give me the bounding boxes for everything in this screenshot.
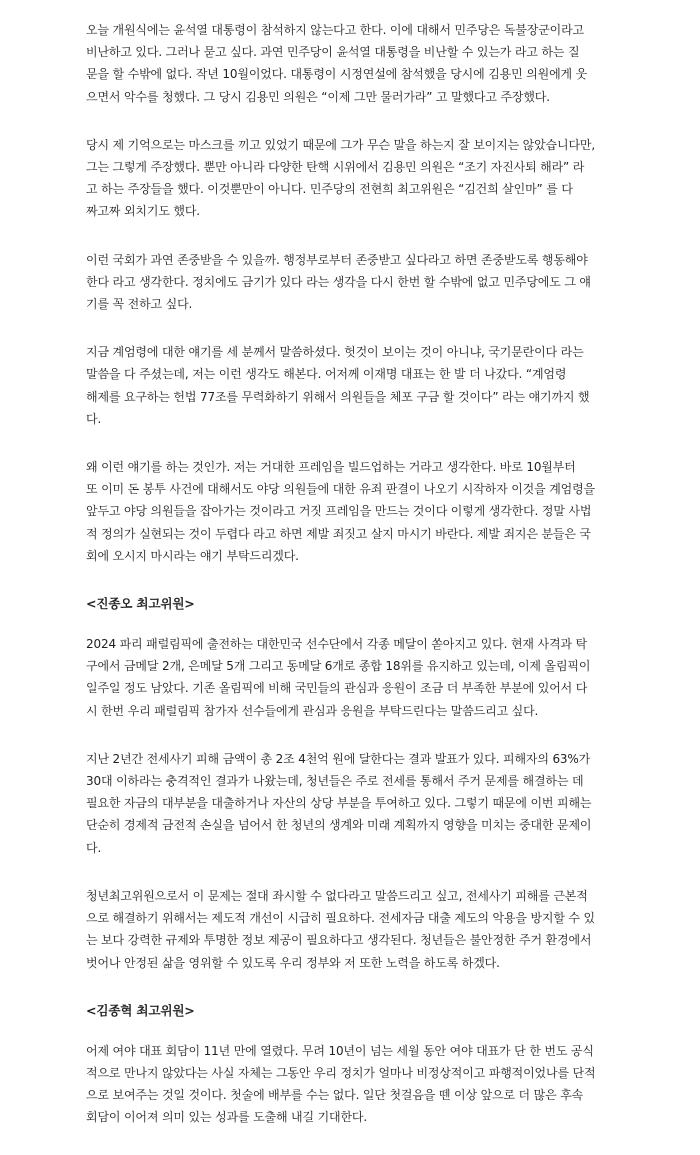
paragraph-line: 말씀을 다 주셨는데, 저는 이런 생각도 해본다. 어저께 이재명 대표는 한 발 더 나갔다. “계엄령 [86,367,567,382]
paragraph-line: 비난하고 있다. 그러나 묻고 싶다. 과연 민주당이 윤석열 대통령을 비난할 수 있는가 라고 하는 질 [86,45,580,60]
paragraph-line: 시 한번 우리 패럴림픽 참가자 선수들에게 관심과 응원을 부탁드린다는 말씀드리고 싶다. [86,703,539,718]
paragraph-line: 지난 2년간 전세사기 피해 금액이 총 2조 4천억 원에 달한다는 결과 발표가 있다. 피해자의 63%가 [86,751,591,766]
paragraph-line: 또 이미 돈 봉투 사건에 대해서도 야당 의원들에 대한 유죄 판결이 나오기 시작하자 이것을 계엄령을 [86,482,595,497]
paragraph-line: 문을 할 수밖에 없다. 작년 10월이었다. 대통령이 시정연설에 참석했을 당시에 김용민 의원에게 웃 [86,67,588,82]
paragraph-line: 단순히 경제적 금전적 손실을 넘어서 한 청년의 생계와 미래 계획까지 영향을 미치는 중대한 문제이 [86,818,592,833]
paragraph-line: 오늘 개원식에는 윤석열 대통령이 참석하지 않는다고 한다. 이에 대해서 민주당은 독불장군이라고 [86,23,584,37]
paragraph [86,456,612,567]
paragraph [86,748,612,859]
paragraph-line: 벗어나 안정된 삶을 영위할 수 있도록 우리 정부와 저 또한 노력을 하도록 하겠다. [86,955,500,970]
paragraph [86,633,612,722]
paragraph-line: 으로 보여주는 것일 것이다. 첫술에 배부를 수는 없다. 일단 첫걸음을 뗀 이상 앞으로 더 많은 후속 [86,1088,584,1103]
paragraph [86,341,612,430]
paragraph-line: 다. [86,840,102,855]
paragraph-line: 왜 이런 얘기를 하는 것인가. 저는 거대한 프레임을 빌드업하는 거라고 생각한다. 바로 10월부터 [86,460,576,475]
paragraph-line: 기를 꼭 전하고 싶다. [86,297,193,312]
paragraph-line: 고 하는 주장들을 했다. 이것뿐만이 아니다. 민주당의 전현희 최고위원은 “김건희 살인마” 를 다 [86,182,573,197]
paragraph-line: 적으로 만나지 않았다는 사실 자체는 그동안 우리 정치가 얼마나 비정상적이고 파행적이었나를 단적 [86,1065,596,1080]
paragraph-line: 다. [86,411,102,426]
paragraph-line: 30대 이하라는 충격적인 결과가 나왔는데, 청년들은 주로 전세를 통해서 주거 문제를 해결하는 데 [86,774,584,789]
section-heading: <김종혁 최고위원> [86,1002,195,1018]
paragraph-line: 당시 제 기억으로는 마스크를 끼고 있었기 때문에 그가 무슨 말을 하는지 잘 보이지는 않았습니다만, [86,137,595,152]
paragraph-line: 일주일 정도 남았다. 기존 올림픽에 비해 국민들의 관심과 응원이 조금 더 부족한 부분에 있어서 다 [86,681,588,696]
paragraph [86,249,612,316]
paragraph-line: 지금 계엄령에 대한 얘기를 세 분께서 말씀하셨다. 헛것이 보이는 것이 아니냐, 국기문란이다 라는 [86,345,584,360]
paragraph-line: 는 보다 강력한 규제와 투명한 정보 제공이 필요하다고 생각된다. 청년들은 불안정한 주거 환경에서 [86,933,592,948]
section-heading: <진종오 최고위원> [86,596,195,612]
paragraph-line: 이런 국회가 과연 존중받을 수 있을까. 행정부로부터 존중받고 싶다라고 하면 존중받도록 행동해야 [86,252,588,267]
document-body [86,19,612,1155]
paragraph-line: 2024 파리 패럴림픽에 출전하는 대한민국 선수단에서 각종 메달이 쏟아지고 있다. 현재 사격과 탁 [86,637,587,652]
paragraph-line: 청년최고위원으로서 이 문제는 절대 좌시할 수 없다라고 말씀드리고 싶고, 전세사기 피해를 근본적 [86,888,588,903]
paragraph-line: 회에 오시지 마시라는 얘기 부탁드리겠다. [86,548,299,563]
paragraph-line: 짜고짜 외치기도 했다. [86,204,200,219]
paragraph [86,134,612,223]
paragraph-line: 그는 그렇게 주장했다. 뿐만 아니라 다양한 탄핵 시위에서 김용민 의원은 “조기 자진사퇴 해라” 라 [86,160,585,175]
paragraph-line: 회담이 이어져 의미 있는 성과를 도출해 내길 기대한다. [86,1110,368,1125]
paragraph [86,1040,612,1129]
paragraph-line: 으로 해결하기 위해서는 제도적 개선이 시급히 필요하다. 전세자금 대출 제도의 악용을 방지할 수 있 [86,911,595,926]
paragraph-line: 적 정의가 실현되는 것이 두렵다 라고 하면 제발 죄짓고 살지 마시기 바란다. 제발 죄지은 분들은 국 [86,526,591,541]
paragraph-line: 한다 라고 생각한다. 정치에도 금기가 있다 라는 생각을 다시 한번 할 수밖에 없고 민주당에도 그 얘 [86,274,591,289]
paragraph-line: 필요한 자금의 대부분을 대출하거나 자산의 상당 부분을 투여하고 있다. 그렇기 때문에 이번 피해는 [86,796,592,811]
paragraph-line: 으면서 악수를 청했다. 그 당시 김용민 의원은 “이제 그만 물러가라” 고 말했다고 주장했다. [86,89,550,104]
paragraph-line: 앞두고 야당 의원들을 잡아가는 것이라고 거짓 프레임을 만드는 것이다 이렇게 생각한다. 정말 사법 [86,504,592,519]
paragraph-line: 구에서 금메달 2개, 은메달 5개 그리고 동메달 6개로 종합 18위를 유지하고 있는데, 이제 올림픽이 [86,659,591,674]
paragraph-line: 해제를 요구하는 헌법 77조를 무력화하기 위해서 의원들을 체포 구금 할 것이다” 라는 얘기까지 했 [86,389,590,404]
paragraph [86,19,612,108]
paragraph [86,885,612,974]
paragraph-line: 어제 여야 대표 회담이 11년 만에 열렸다. 무려 10년이 넘는 세월 동안 여야 대표가 단 한 번도 공식 [86,1043,594,1058]
